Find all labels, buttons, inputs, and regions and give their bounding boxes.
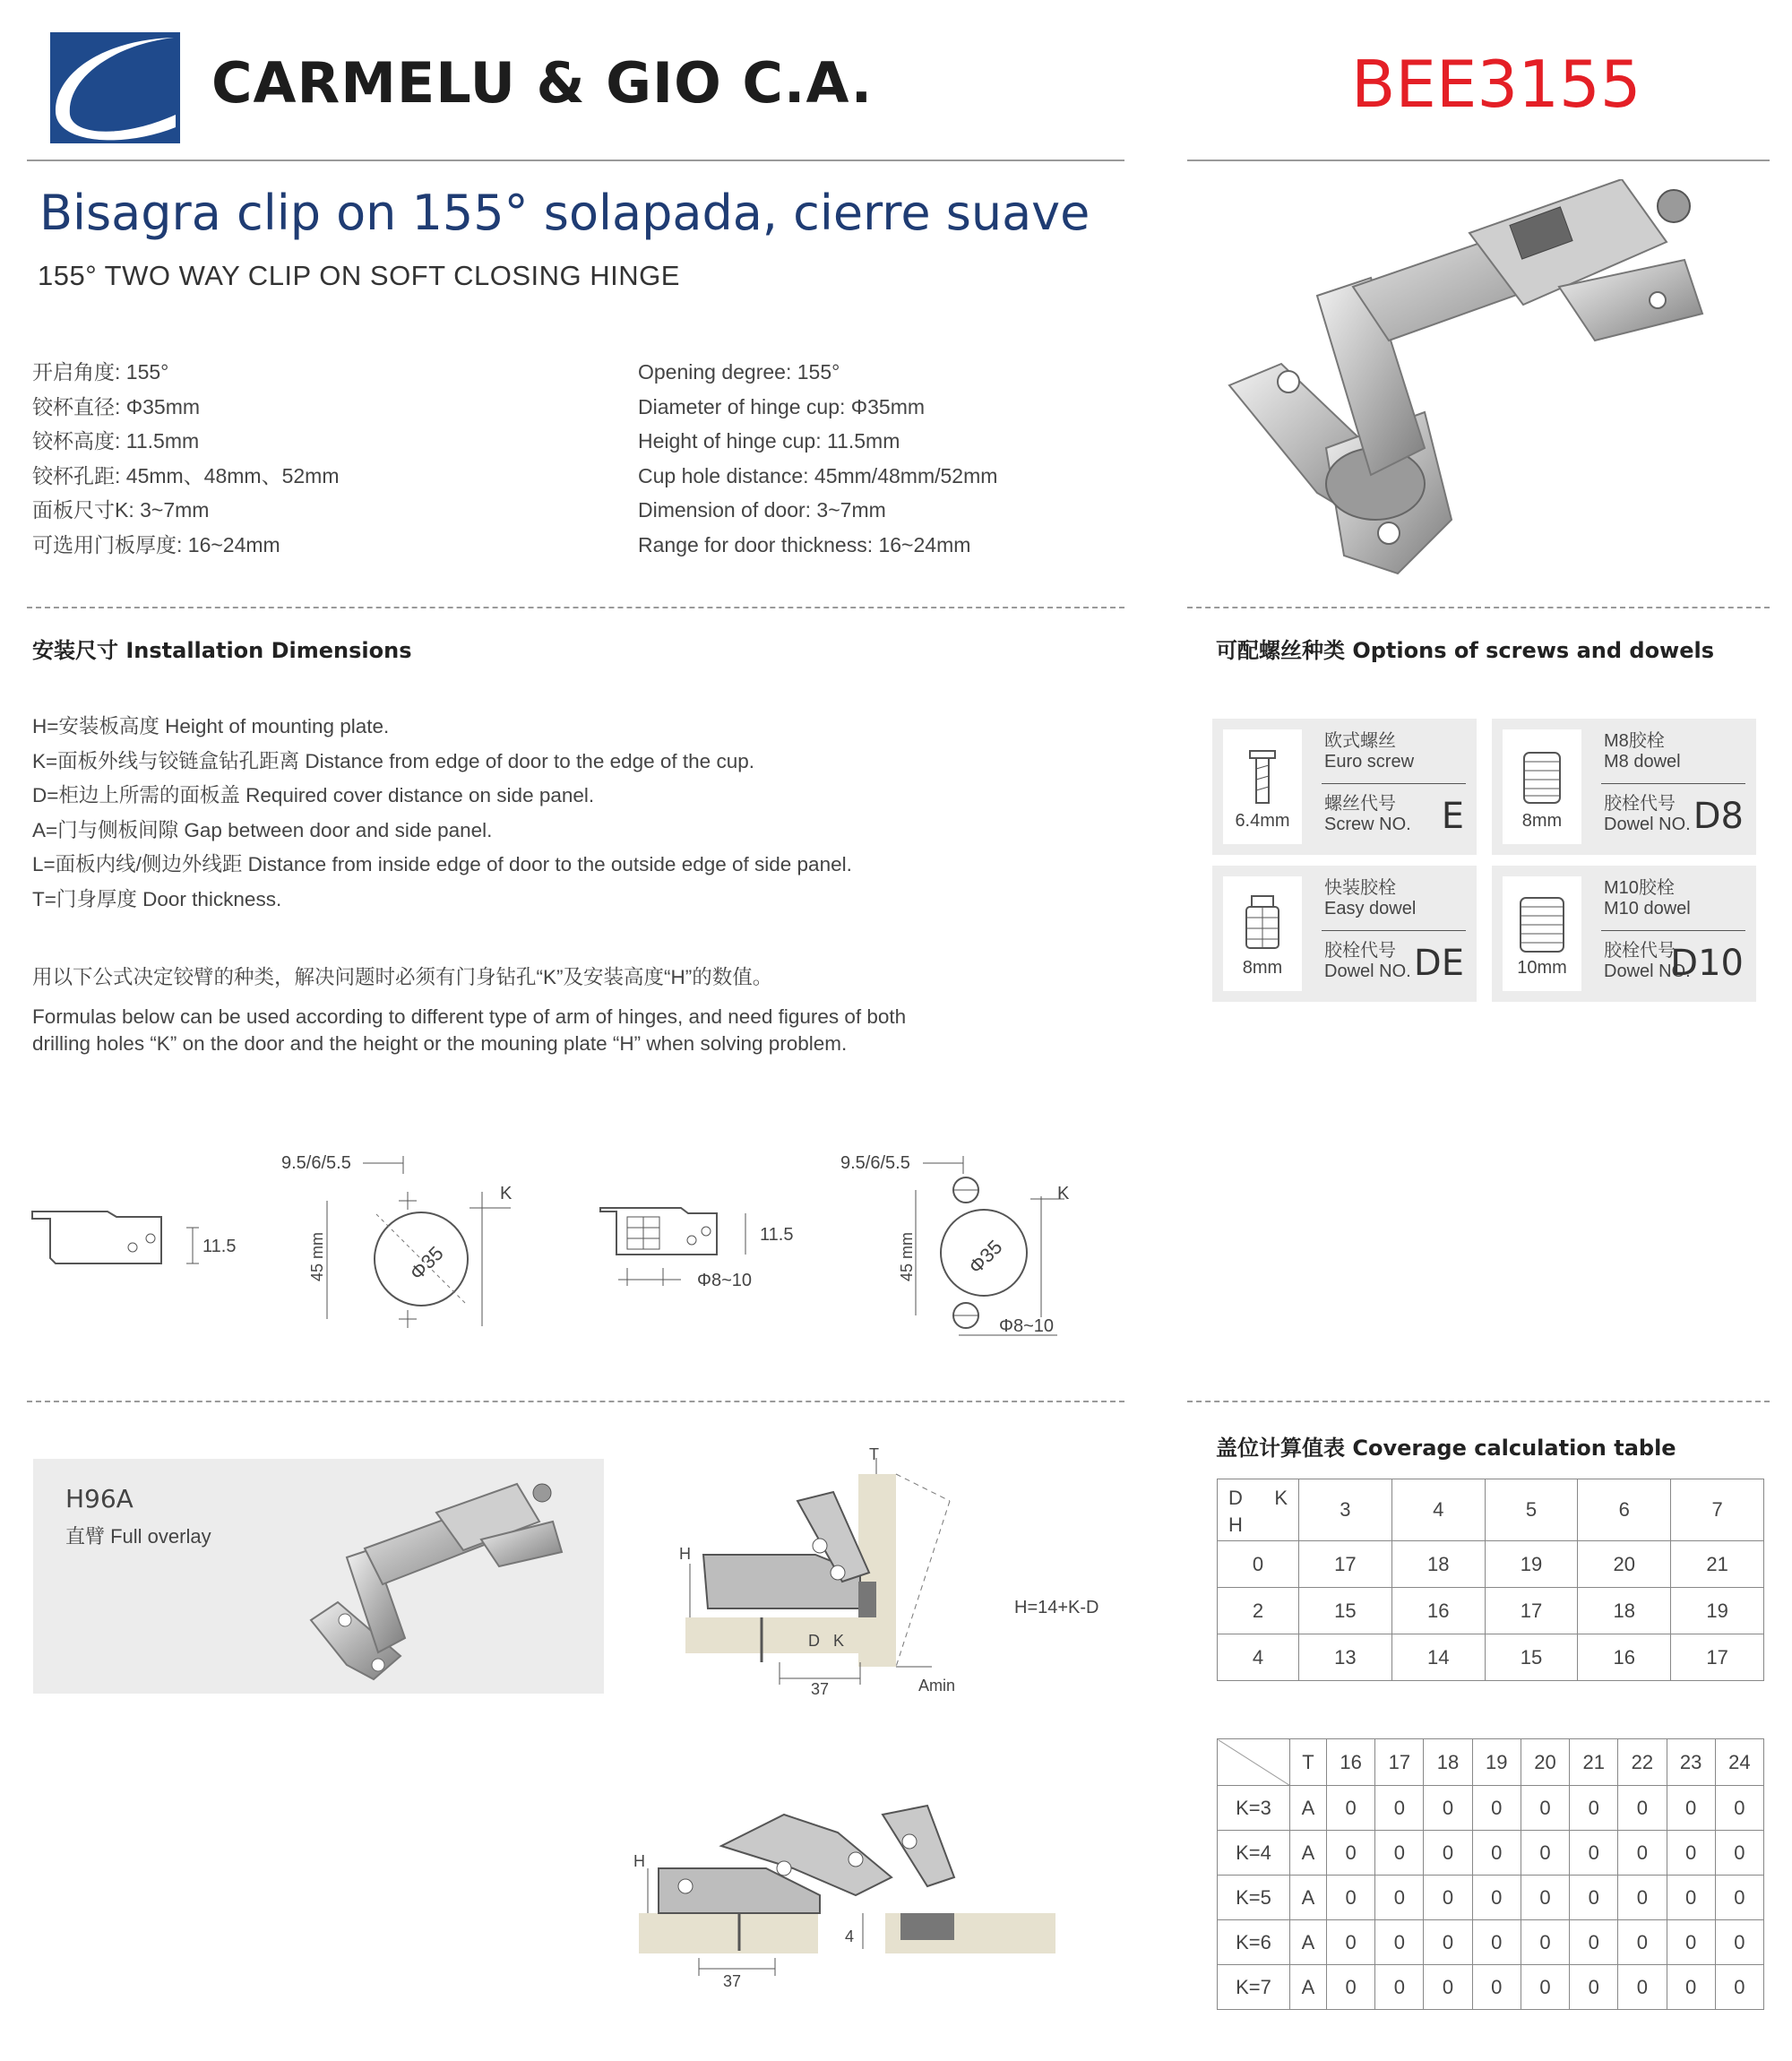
specs-en bbox=[638, 355, 1140, 562]
value-cell: 0 bbox=[1327, 1876, 1375, 1920]
t-label: T bbox=[1290, 1739, 1327, 1786]
t-header: 18 bbox=[1424, 1739, 1472, 1786]
table-header-row bbox=[1218, 1479, 1764, 1541]
section-divider-left bbox=[27, 607, 1124, 608]
diagram-label: H bbox=[679, 1545, 691, 1563]
a-cell: A bbox=[1290, 1965, 1327, 2010]
spec-line: Cup hole distance: 45mm/48mm/52mm bbox=[638, 463, 998, 487]
specs-cn bbox=[32, 355, 570, 562]
k-header: 6 bbox=[1578, 1479, 1671, 1541]
value-cell: 0 bbox=[1424, 1920, 1472, 1965]
value-cell: 0 bbox=[1327, 1786, 1375, 1831]
card-divider bbox=[1601, 930, 1745, 931]
value-cell: 0 bbox=[1472, 1831, 1521, 1876]
table-row bbox=[1218, 1634, 1764, 1681]
installation-definitions bbox=[32, 710, 1090, 917]
value-cell: 0 bbox=[1715, 1786, 1763, 1831]
definition-line: T=门身厚度 Door thickness. bbox=[32, 887, 282, 910]
value-cell: 0 bbox=[1327, 1920, 1375, 1965]
k-cell: K=6 bbox=[1218, 1920, 1290, 1965]
diagram-label: 4 bbox=[845, 1927, 855, 1945]
drawing-label: 9.5/6/5.5 bbox=[281, 1153, 351, 1173]
spec-line: 开启角度: 155° bbox=[32, 360, 169, 384]
k-cell: K=4 bbox=[1218, 1831, 1290, 1876]
drawing-label: 9.5/6/5.5 bbox=[840, 1153, 910, 1173]
drawing-label: K bbox=[1057, 1184, 1070, 1203]
value-cell: 0 bbox=[1375, 1831, 1424, 1876]
t-header: 22 bbox=[1618, 1739, 1667, 1786]
full-overlay-diagram bbox=[654, 1447, 995, 1698]
screw-number-label bbox=[1604, 794, 1691, 835]
screw-size: 10mm bbox=[1517, 958, 1567, 978]
corner-d: D bbox=[1228, 1487, 1243, 1509]
value-cell: 0 bbox=[1618, 1786, 1667, 1831]
section-divider-left-2 bbox=[27, 1401, 1124, 1402]
value-cell: 0 bbox=[1375, 1786, 1424, 1831]
drawing-label: 11.5 bbox=[760, 1225, 794, 1245]
value-cell: 0 bbox=[1570, 1831, 1618, 1876]
h-cell: 2 bbox=[1218, 1588, 1299, 1634]
value-cell: 18 bbox=[1391, 1541, 1485, 1588]
coverage-table bbox=[1217, 1479, 1764, 1681]
spec-line: 面板尺寸K: 3~7mm bbox=[32, 498, 210, 522]
value-cell: 0 bbox=[1472, 1786, 1521, 1831]
value-cell: 15 bbox=[1485, 1634, 1578, 1681]
value-cell: 21 bbox=[1671, 1541, 1764, 1588]
diagram-label: D bbox=[808, 1632, 820, 1650]
drawing-label: Φ8~10 bbox=[697, 1271, 753, 1290]
value-cell: 0 bbox=[1715, 1965, 1763, 2010]
table-row bbox=[1218, 1965, 1764, 2010]
formula-note-en-1: Formulas below can be used according to different type of arm of hinges, and need figures of both bbox=[32, 1005, 907, 1028]
definition-line: D=柜边上所需的面板盖 Required cover distance on side panel. bbox=[32, 784, 595, 806]
t-header: 24 bbox=[1715, 1739, 1763, 1786]
spec-line: Dimension of door: 3~7mm bbox=[638, 498, 886, 522]
value-cell: 0 bbox=[1424, 1876, 1472, 1920]
dowel-side-drawing bbox=[591, 1192, 824, 1290]
screw-size: 8mm bbox=[1242, 958, 1283, 978]
formula-note-en-2: drilling holes “K” on the door and the height or the mouning plate “H” when solving problem. bbox=[32, 1032, 848, 1055]
drawing-label: K bbox=[500, 1184, 513, 1203]
card-divider bbox=[1322, 783, 1466, 784]
table-corner-cell bbox=[1218, 1479, 1299, 1541]
value-cell: 13 bbox=[1299, 1634, 1392, 1681]
t-header: 20 bbox=[1521, 1739, 1569, 1786]
screw-type-en: M8 dowel bbox=[1604, 752, 1681, 772]
table-header-row bbox=[1218, 1739, 1764, 1786]
diagram-label: 37 bbox=[723, 1972, 742, 1989]
h-cell: 4 bbox=[1218, 1634, 1299, 1681]
spec-line: Diameter of hinge cup: Φ35mm bbox=[638, 394, 926, 418]
value-cell: 0 bbox=[1667, 1876, 1715, 1920]
product-code: BEE3155 bbox=[1351, 47, 1641, 122]
value-cell: 0 bbox=[1424, 1786, 1472, 1831]
spec-line: 铰杯直径: Φ35mm bbox=[32, 394, 201, 418]
screw-card-m10 bbox=[1492, 866, 1756, 1002]
screw-type-cn: 快装胶栓 bbox=[1324, 878, 1396, 898]
table-corner-cell bbox=[1218, 1739, 1290, 1786]
definition-line: A=门与侧板间隙 Gap between door and side panel. bbox=[32, 818, 493, 841]
number-label-cn: 胶栓代号 bbox=[1604, 941, 1676, 961]
screw-type bbox=[1324, 878, 1416, 919]
screw-card-euro bbox=[1212, 719, 1477, 855]
screw-number-label bbox=[1324, 794, 1411, 835]
number-label-en: Screw NO. bbox=[1324, 815, 1411, 834]
value-cell: 19 bbox=[1485, 1541, 1578, 1588]
value-cell: 20 bbox=[1578, 1541, 1671, 1588]
diagram-label: 37 bbox=[811, 1680, 830, 1698]
variant-model: H96A bbox=[65, 1484, 134, 1513]
variant-hinge-photo bbox=[302, 1477, 571, 1683]
k-header: 3 bbox=[1299, 1479, 1392, 1541]
screw-number: D8 bbox=[1693, 796, 1744, 837]
table-row bbox=[1218, 1920, 1764, 1965]
card-divider bbox=[1601, 783, 1745, 784]
drawing-label: 45 mm bbox=[898, 1231, 916, 1281]
coverage-heading: 盖位计算值表 Coverage calculation table bbox=[1216, 1436, 1676, 1461]
screw-number: DE bbox=[1413, 943, 1464, 984]
value-cell: 0 bbox=[1570, 1786, 1618, 1831]
number-label-en: Dowel NO. bbox=[1604, 962, 1691, 981]
value-cell: 0 bbox=[1715, 1920, 1763, 1965]
value-cell: 0 bbox=[1618, 1831, 1667, 1876]
a-cell: A bbox=[1290, 1786, 1327, 1831]
spec-line: Height of hinge cup: 11.5mm bbox=[638, 429, 900, 453]
section-divider-right-2 bbox=[1187, 1401, 1770, 1402]
hinge-open-diagram bbox=[632, 1797, 1062, 1989]
screw-card-easy bbox=[1212, 866, 1477, 1002]
value-cell: 16 bbox=[1391, 1588, 1485, 1634]
screw-size: 6.4mm bbox=[1235, 811, 1290, 831]
drawing-label: 11.5 bbox=[202, 1237, 237, 1256]
screw-type-en: Euro screw bbox=[1324, 752, 1415, 772]
value-cell: 0 bbox=[1570, 1876, 1618, 1920]
screw-size: 8mm bbox=[1521, 811, 1563, 831]
value-cell: 0 bbox=[1375, 1965, 1424, 2010]
screw-type bbox=[1324, 731, 1414, 772]
cup-side-drawing bbox=[27, 1192, 260, 1272]
dowel-top-drawing bbox=[833, 1147, 1102, 1353]
t-header: 19 bbox=[1472, 1739, 1521, 1786]
k-cell: K=7 bbox=[1218, 1965, 1290, 2010]
header-divider-right bbox=[1187, 160, 1770, 161]
spec-line: 铰杯高度: 11.5mm bbox=[32, 429, 200, 453]
number-label-cn: 螺丝代号 bbox=[1324, 794, 1396, 814]
value-cell: 0 bbox=[1424, 1965, 1472, 2010]
corner-k: K bbox=[1274, 1487, 1288, 1509]
diagram-label: H bbox=[633, 1852, 645, 1870]
value-cell: 0 bbox=[1715, 1876, 1763, 1920]
overlay-formula: H=14+K-D bbox=[1014, 1598, 1099, 1617]
definition-line: H=安装板高度 Height of mounting plate. bbox=[32, 715, 390, 737]
value-cell: 17 bbox=[1485, 1588, 1578, 1634]
table-row bbox=[1218, 1588, 1764, 1634]
k-header: 4 bbox=[1391, 1479, 1485, 1541]
t-header: 21 bbox=[1570, 1739, 1618, 1786]
value-cell: 0 bbox=[1667, 1786, 1715, 1831]
screw-number: D10 bbox=[1670, 943, 1744, 984]
value-cell: 18 bbox=[1578, 1588, 1671, 1634]
corner-h: H bbox=[1228, 1513, 1243, 1536]
diagram-label: Amin bbox=[918, 1677, 956, 1695]
page-subtitle: 155° TWO WAY CLIP ON SOFT CLOSING HINGE bbox=[38, 260, 680, 291]
value-cell: 0 bbox=[1618, 1920, 1667, 1965]
screw-type bbox=[1604, 878, 1691, 919]
company-name: CARMELU & GIO C.A. bbox=[211, 50, 874, 116]
table-row bbox=[1218, 1541, 1764, 1588]
k-cell: K=5 bbox=[1218, 1876, 1290, 1920]
screws-heading: 可配螺丝种类 Options of screws and dowels bbox=[1216, 638, 1715, 663]
page-title: Bisagra clip on 155° solapada, cierre suave bbox=[39, 185, 1090, 241]
value-cell: 0 bbox=[1327, 1831, 1375, 1876]
spec-line: Range for door thickness: 16~24mm bbox=[638, 532, 971, 556]
value-cell: 0 bbox=[1570, 1965, 1618, 2010]
value-cell: 0 bbox=[1327, 1965, 1375, 2010]
table-row bbox=[1218, 1786, 1764, 1831]
card-divider bbox=[1322, 930, 1466, 931]
screw-type-en: Easy dowel bbox=[1324, 899, 1417, 918]
screw-number: E bbox=[1441, 796, 1464, 837]
drawing-label: Φ35 bbox=[964, 1235, 1007, 1279]
section-divider-right bbox=[1187, 607, 1770, 608]
screw-card-m8 bbox=[1492, 719, 1756, 855]
number-label-cn: 胶栓代号 bbox=[1324, 941, 1396, 961]
value-cell: 16 bbox=[1578, 1634, 1671, 1681]
drawing-label: 45 mm bbox=[308, 1231, 326, 1281]
value-cell: 0 bbox=[1521, 1876, 1569, 1920]
value-cell: 0 bbox=[1375, 1920, 1424, 1965]
drawing-label: Φ35 bbox=[405, 1241, 448, 1285]
header-divider-left bbox=[27, 160, 1124, 161]
formula-note-cn: 用以下公式决定铰臂的种类，解决问题时必须有门身钻孔“K”及安装高度“H”的数值。 bbox=[32, 966, 773, 988]
definition-line: L=面板内线/侧边外线距 Distance from inside edge of door to the outside edge of side panel. bbox=[32, 853, 852, 875]
value-cell: 17 bbox=[1299, 1541, 1392, 1588]
spec-line: 可选用门板厚度: 16~24mm bbox=[32, 532, 280, 556]
a-cell: A bbox=[1290, 1876, 1327, 1920]
spec-line: Opening degree: 155° bbox=[638, 360, 840, 384]
value-cell: 0 bbox=[1472, 1920, 1521, 1965]
value-cell: 0 bbox=[1618, 1876, 1667, 1920]
value-cell: 0 bbox=[1618, 1965, 1667, 2010]
installation-heading: 安装尺寸 Installation Dimensions bbox=[32, 638, 412, 663]
value-cell: 0 bbox=[1521, 1965, 1569, 2010]
screw-type-cn: M10胶栓 bbox=[1604, 878, 1675, 898]
company-logo bbox=[50, 32, 180, 143]
number-label-en: Dowel NO. bbox=[1324, 962, 1411, 981]
number-label-en: Dowel NO. bbox=[1604, 815, 1691, 834]
number-label-cn: 胶栓代号 bbox=[1604, 794, 1676, 814]
value-cell: 0 bbox=[1472, 1876, 1521, 1920]
variant-type: 直臂 Full overlay bbox=[65, 1525, 211, 1548]
value-cell: 0 bbox=[1521, 1786, 1569, 1831]
value-cell: 0 bbox=[1667, 1920, 1715, 1965]
t-header: 17 bbox=[1375, 1739, 1424, 1786]
a-cell: A bbox=[1290, 1831, 1327, 1876]
spec-line: 铰杯孔距: 45mm、48mm、52mm bbox=[32, 463, 340, 487]
value-cell: 0 bbox=[1667, 1831, 1715, 1876]
screw-type bbox=[1604, 731, 1681, 772]
a-cell: A bbox=[1290, 1920, 1327, 1965]
value-cell: 14 bbox=[1391, 1634, 1485, 1681]
value-cell: 0 bbox=[1570, 1920, 1618, 1965]
gap-table bbox=[1217, 1738, 1764, 2010]
value-cell: 0 bbox=[1521, 1920, 1569, 1965]
table-row bbox=[1218, 1876, 1764, 1920]
t-header: 16 bbox=[1327, 1739, 1375, 1786]
screw-number-label bbox=[1324, 941, 1411, 982]
value-cell: 17 bbox=[1671, 1634, 1764, 1681]
value-cell: 0 bbox=[1667, 1965, 1715, 2010]
table-row bbox=[1218, 1831, 1764, 1876]
definition-line: K=面板外线与铰链盒钻孔距离 Distance from edge of door to the edge of the cup. bbox=[32, 749, 754, 772]
value-cell: 0 bbox=[1424, 1831, 1472, 1876]
value-cell: 0 bbox=[1715, 1831, 1763, 1876]
variant-panel bbox=[33, 1459, 604, 1694]
value-cell: 0 bbox=[1472, 1965, 1521, 2010]
value-cell: 0 bbox=[1521, 1831, 1569, 1876]
k-header: 7 bbox=[1671, 1479, 1764, 1541]
h-cell: 0 bbox=[1218, 1541, 1299, 1588]
hinge-product-photo bbox=[1219, 179, 1738, 591]
screw-type-cn: 欧式螺丝 bbox=[1324, 731, 1396, 751]
value-cell: 19 bbox=[1671, 1588, 1764, 1634]
screw-type-en: M10 dowel bbox=[1604, 899, 1691, 918]
value-cell: 0 bbox=[1375, 1876, 1424, 1920]
k-header: 5 bbox=[1485, 1479, 1578, 1541]
diagram-label: T bbox=[869, 1447, 879, 1463]
value-cell: 15 bbox=[1299, 1588, 1392, 1634]
diagram-label: K bbox=[833, 1632, 845, 1650]
cup-top-drawing bbox=[269, 1147, 538, 1353]
screw-type-cn: M8胶栓 bbox=[1604, 731, 1665, 751]
t-header: 23 bbox=[1667, 1739, 1715, 1786]
k-cell: K=3 bbox=[1218, 1786, 1290, 1831]
drawing-label: Φ8~10 bbox=[999, 1316, 1055, 1336]
